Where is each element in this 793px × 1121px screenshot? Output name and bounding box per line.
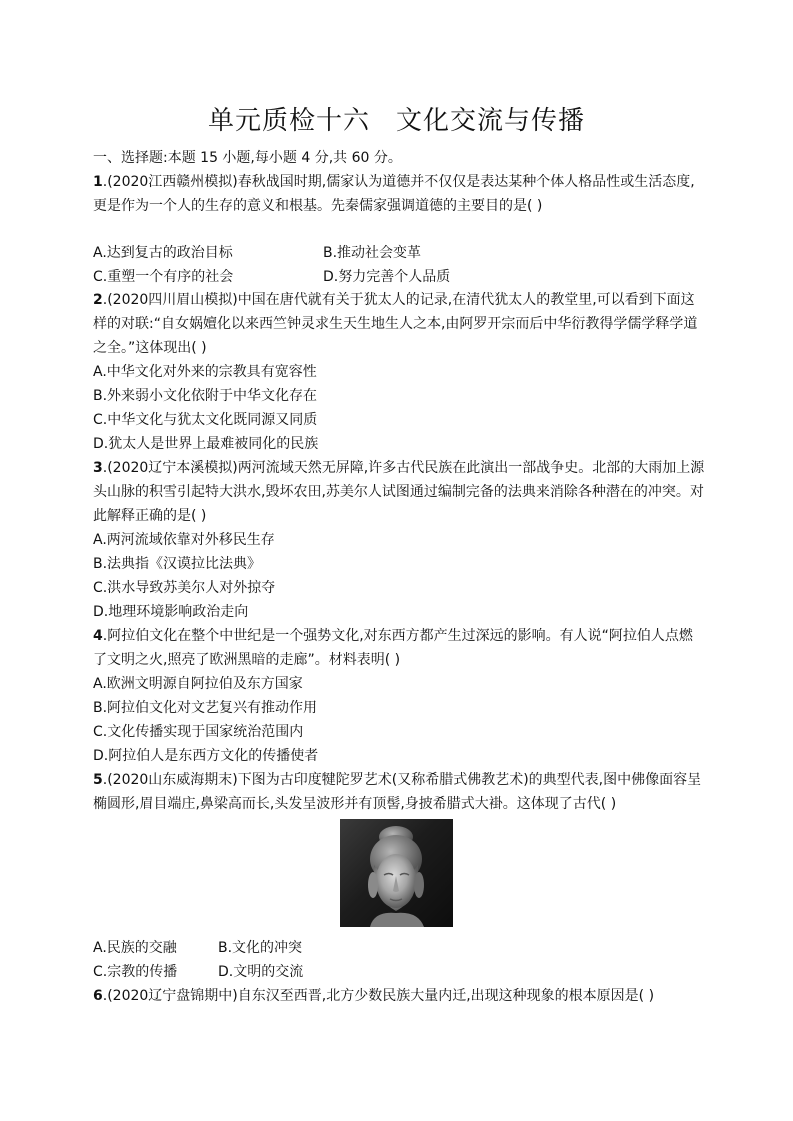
option-b: B.外来弱小文化依附于中华文化存在 [93, 388, 318, 404]
question-5 [93, 768, 705, 816]
question-text: .(2020四川眉山模拟)中国在唐代就有关于犹太人的记录,在清代犹太人的教堂里,可以看到下面这样的对联:“自女娲嬗化以来西竺钟灵求生天生地生人之本,由阿罗开宗而后中华衍教得学儒学释学道之全。”这体现出( ) [93, 292, 698, 356]
question-number: 2 [93, 292, 103, 308]
question-text: .(2020山东威海期末)下图为古印度犍陀罗艺术(又称希腊式佛教艺术)的典型代表,图中佛像面容呈椭圆形,眉目端庄,鼻梁高而长,头发呈波形并有顶髻,身披希腊式大褂。这体现了古代( ) [93, 772, 702, 812]
option-d: D.犹太人是世界上最难被同化的民族 [93, 436, 319, 452]
question-6 [93, 984, 705, 1008]
question-number: 6 [93, 988, 103, 1004]
page-title [0, 100, 793, 137]
option-a: A.民族的交融 [93, 940, 177, 956]
option-c: C.洪水导致苏美尔人对外掠夺 [93, 580, 276, 596]
option-c: C.重塑一个有序的社会 [93, 269, 234, 285]
title-unit: 单元质检十六 [207, 106, 370, 136]
option-d: D.努力完善个人品质 [323, 269, 451, 285]
option-d: D.文明的交流 [218, 964, 304, 980]
option-b: B.文化的冲突 [218, 940, 303, 956]
question-number: 5 [93, 772, 103, 788]
question-text: .(2020辽宁本溪模拟)两河流域天然无屏障,许多古代民族在此演出一部战争史。北部的大雨加上源头山脉的积雪引起特大洪水,毁坏农田,苏美尔人试图通过编制完备的法典来消除各种潜在的冲突。对此解释正确的是( ) [93, 460, 705, 524]
question-3 [93, 456, 705, 528]
question-4 [93, 624, 705, 672]
option-a: A.达到复古的政治目标 [93, 245, 233, 261]
option-b: B.推动社会变革 [323, 245, 422, 261]
question-text: .(2020江西赣州模拟)春秋战国时期,儒家认为道德并不仅仅是表达某种个体人格品性或生活态度,更是作为一个人的生存的意义和根基。先秦儒家强调道德的主要目的是( ) [93, 174, 695, 214]
option-a: A.中华文化对外来的宗教具有宽容性 [93, 364, 317, 380]
option-c: C.中华文化与犹太文化既同源又同质 [93, 412, 318, 428]
option-a: A.欧洲文明源自阿拉伯及东方国家 [93, 676, 303, 692]
question-number: 3 [93, 460, 103, 476]
option-b: B.法典指《汉谟拉比法典》 [93, 556, 262, 572]
buddha-statue-illustration [340, 819, 453, 927]
question-text: .阿拉伯文化在整个中世纪是一个强势文化,对东西方都产生过深远的影响。有人说“阿拉伯人点燃了文明之火,照亮了欧洲黑暗的走廊”。材料表明( ) [93, 628, 693, 668]
option-d: D.地理环境影响政治走向 [93, 604, 249, 620]
question-1 [93, 170, 705, 218]
question-number: 1 [93, 174, 103, 190]
title-topic: 文化交流与传播 [396, 106, 586, 136]
option-c: C.文化传播实现于国家统治范围内 [93, 724, 304, 740]
question-number: 4 [93, 628, 103, 644]
option-a: A.两河流域依靠对外移民生存 [93, 532, 275, 548]
question-2 [93, 288, 705, 360]
option-b: B.阿拉伯文化对文艺复兴有推动作用 [93, 700, 318, 716]
buddha-statue-image [340, 819, 453, 927]
question-text: .(2020辽宁盘锦期中)自东汉至西晋,北方少数民族大量内迁,出现这种现象的根本原因是( ) [102, 988, 655, 1004]
option-c: C.宗教的传播 [93, 964, 178, 980]
option-d: D.阿拉伯人是东西方文化的传播使者 [93, 748, 319, 764]
section-heading: 一、选择题:本题 15 小题,每小题 4 分,共 60 分。 [93, 150, 402, 166]
